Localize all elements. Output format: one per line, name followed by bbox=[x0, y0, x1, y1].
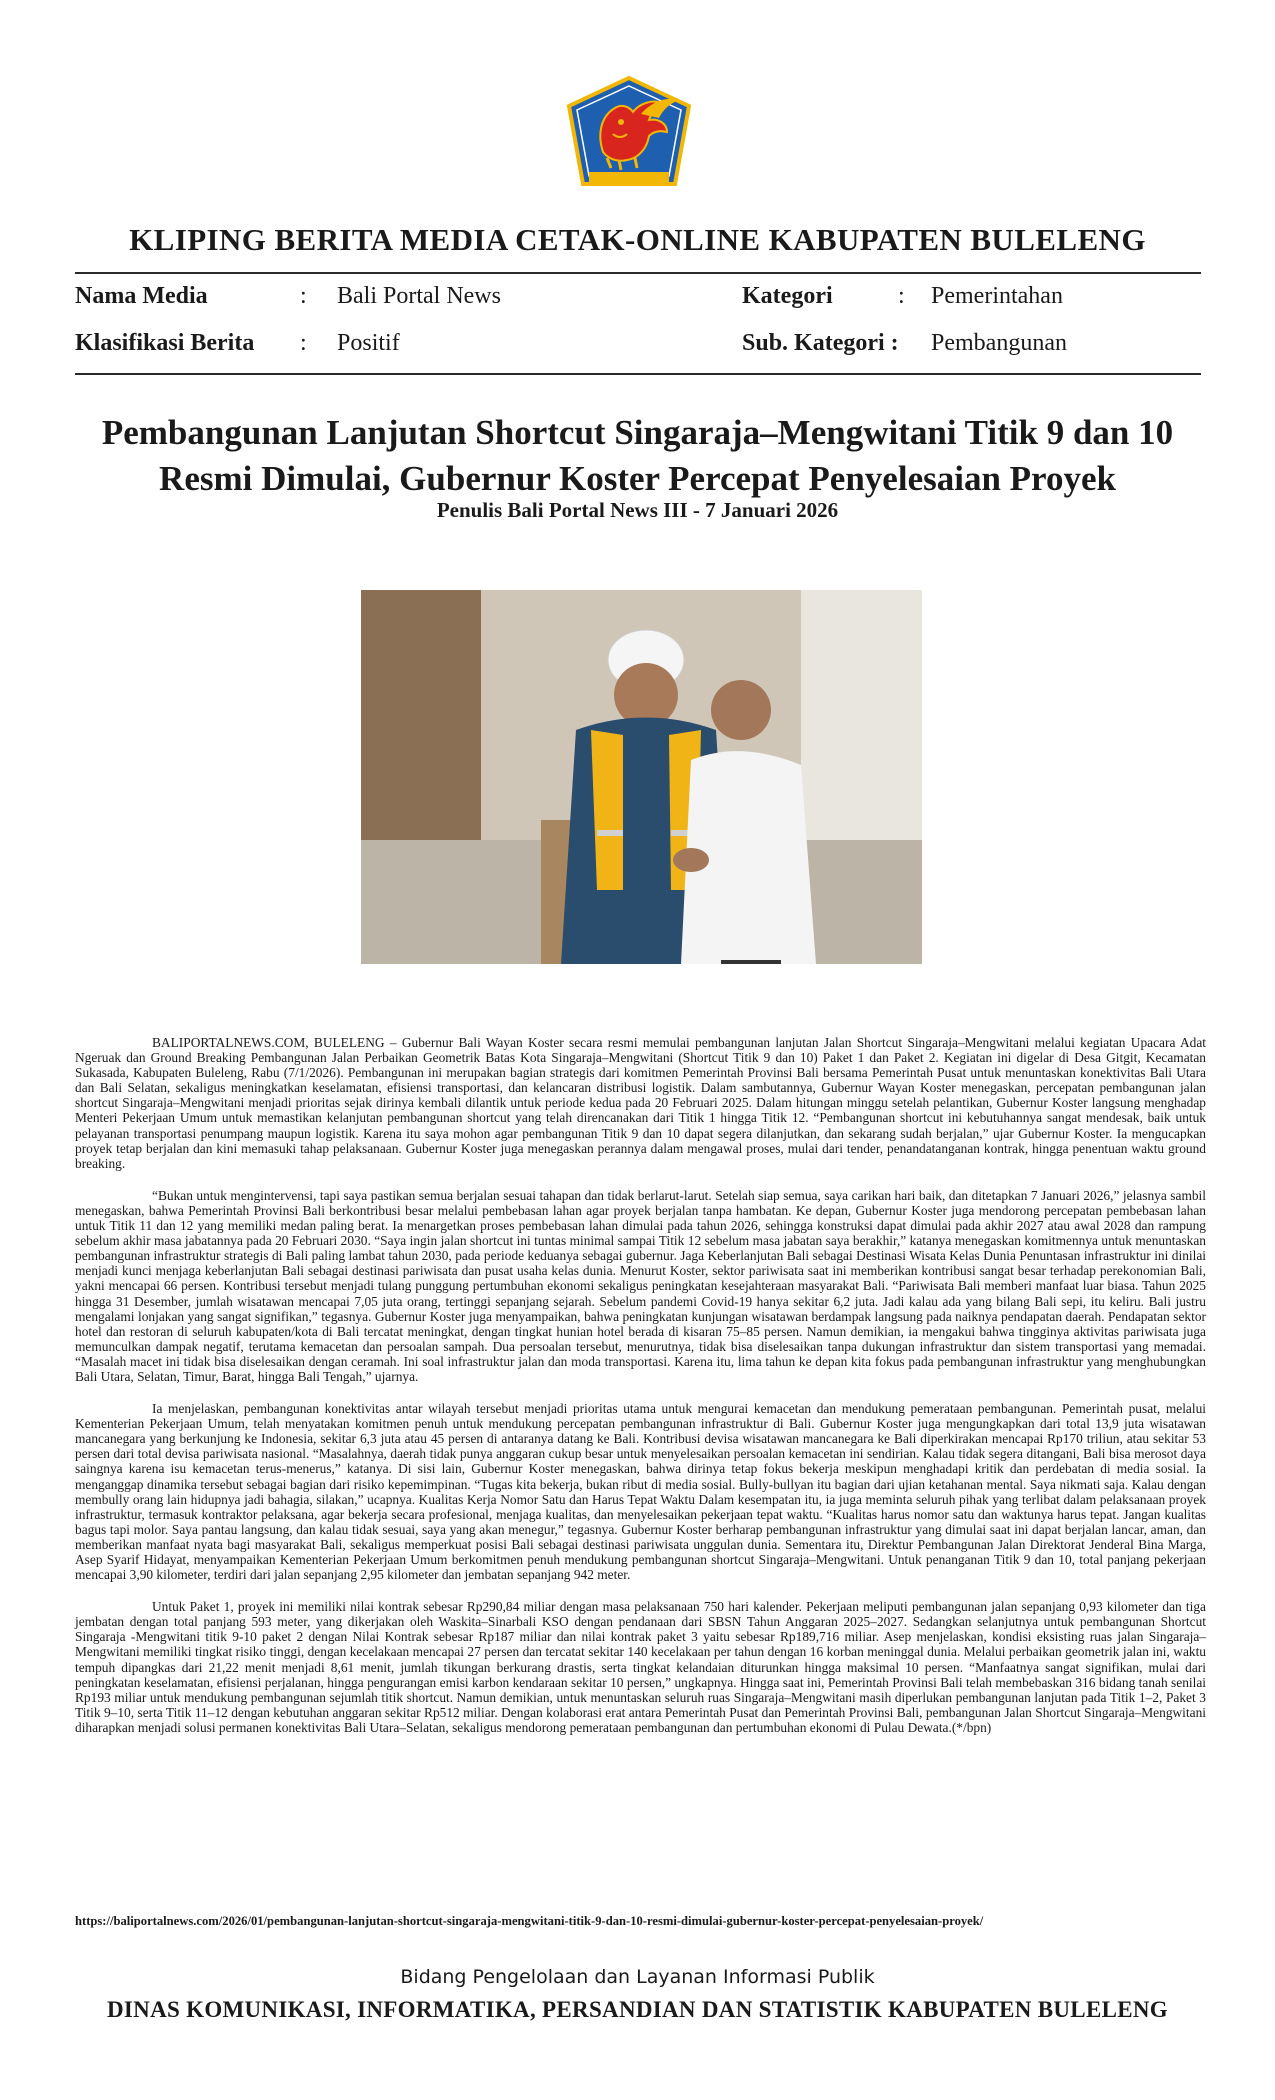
masthead-top-rule bbox=[75, 272, 1201, 274]
footer-agency: DINAS KOMUNIKASI, INFORMATIKA, PERSANDIAN DAN STATISTIK KABUPATEN BULELENG bbox=[107, 1997, 1168, 2022]
kategori-value: Pemerintahan bbox=[931, 283, 1063, 309]
sub-kategori-label: Sub. Kategori : bbox=[742, 330, 899, 356]
buleleng-emblem bbox=[563, 74, 695, 198]
source-url: https://baliportalnews.com/2026/01/pembangunan-lanjutan-shortcut-singaraja-mengwitani-titik-9-dan-10-resmi-dimulai-gubernur-koster-percepat-penyelesaian-proyek/ bbox=[75, 1914, 984, 1928]
klasifikasi-colon: : bbox=[300, 330, 307, 356]
footer-division: Bidang Pengelolaan dan Layanan Informasi Publik bbox=[400, 1966, 875, 1988]
article-paragraph-4: Untuk Paket 1, proyek ini memiliki nilai kontrak sebesar Rp290,84 miliar dengan masa pelaksanaan 750 hari kalender. Pekerjaan meliputi pembangunan jalan sepanjang 0,93 kilometer dan tiga jembatan dengan total panjang 593 meter, yang dikerjakan oleh Waskita–Sinarbali KSO dengan pendanaan dari SBSN Tahun Anggaran 2025–2027. Sedangkan selanjutnya untuk pembangunan Shortcut Singaraja -Mengwitani titik 9-10 paket 2 dengan Nilai Kontrak sebesar Rp187 miliar dan nilai kontrak paket 3 yaitu sebesar Rp189,716 miliar. Asep menjelaskan, kondisi eksisting ruas jalan Singaraja–Mengwitani memiliki tingkat risiko tinggi, dengan kecelakaan mencapai 27 persen dan tercatat sekitar 140 kecelakaan per tahun dengan 16 korban meninggal dunia. Melalui perbaikan geometrik jalan ini, waktu tempuh dipangkas dari 21,22 menit menjadi 8,61 menit, jumlah tikungan berkurang drastis, serta tingkat kelandaian diturunkan hingga maksimal 10 persen. “Manfaatnya sangat signifikan, mulai dari peningkatan keselamatan, efisiensi perjalanan, hingga pengurangan emisi karbon kendaraan sekitar 10 persen,” ungkapnya. Hingga saat ini, Pemerintah Provinsi Bali telah membebaskan 316 bidang tanah senilai Rp193 miliar untuk mendukung pembangunan sejumlah titik shortcut. Namun demikian, untuk menuntaskan seluruh ruas Singaraja–Mengwitani masih diperlukan pembangunan lanjutan pada Titik 1–2, Paket 3 Titik 9–10, serta Titik 11–12 dengan kebutuhan anggaran sekitar Rp512 miliar. Dengan kolaborasi erat antara Pemerintah Pusat dan Pemerintah Provinsi Bali, pembangunan Jalan Shortcut Singaraja–Mengwitani diharapkan menjadi solusi permanen konektivitas Bali Utara–Selatan, sekaligus mendorong pemerataan pembangunan dan pertumbuhan ekonomi di Pulau Dewata.(*/bpn) bbox=[75, 1599, 1206, 1735]
photo-governor-handshake-icon bbox=[361, 590, 922, 964]
nama-media-colon: : bbox=[300, 283, 307, 309]
buleleng-emblem-winged-lion-icon bbox=[563, 74, 695, 198]
nama-media-value: Bali Portal News bbox=[337, 283, 501, 309]
nama-media-label: Nama Media bbox=[75, 283, 208, 309]
klasifikasi-value: Positif bbox=[337, 330, 400, 356]
article-body bbox=[75, 1035, 1206, 1752]
headline-line-2: Resmi Dimulai, Gubernur Koster Percepat Penyelesaian Proyek bbox=[159, 459, 1116, 498]
kategori-colon: : bbox=[898, 283, 905, 309]
kategori-label: Kategori bbox=[742, 283, 833, 309]
article-paragraph-1: BALIPORTALNEWS.COM, BULELENG – Gubernur Bali Wayan Koster secara resmi memulai pembangunan lanjutan Jalan Shortcut Singaraja–Mengwitani melalui kegiatan Upacara Adat Ngeruak dan Ground Breaking Pembangunan Jalan Perbaikan Geometrik Batas Kota Singaraja–Mengwitani (Shortcut Titik 9 dan 10) Paket 1 dan Paket 2. Kegiatan ini digelar di Desa Gitgit, Kecamatan Sukasada, Kabupaten Buleleng, Rabu (7/1/2026). Pembangunan ini merupakan bagian strategis dari komitmen Pemerintah Provinsi Bali bersama Pemerintah Pusat untuk menuntaskan konektivitas Bali Utara dan Bali Selatan, sekaligus meningkatkan keselamatan, efisiensi transportasi, dan kelancaran distribusi logistik. Dalam sambutannya, Gubernur Wayan Koster menegaskan, percepatan pembangunan jalan shortcut Singaraja–Mengwitani menjadi prioritas sejak dirinya kembali dilantik untuk periode kedua pada 20 Februari 2025. Dalam hitungan minggu setelah pelantikan, Gubernur Koster langsung menghadap Menteri Pekerjaan Umum untuk memastikan kelanjutan pembangunan shortcut yang telah direncanakan dari Titik 1 hingga Titik 12. “Pembangunan shortcut ini kebutuhannya sangat mendesak, baik untuk pelayanan transportasi penumpang maupun logistik. Karena itu saya mohon agar pembangunan Titik 9 dan 10 dapat segera dilanjutkan, dan sekarang sudah berjalan,” ujar Gubernur Koster. Ia mengucapkan proyek tetap berjalan dan kini memasuki tahap pelaksanaan. Gubernur Koster juga menegaskan perannya dalam mengawal proses, mulai dari tender, penandatanganan kontrak, hingga penentuan waktu ground breaking. bbox=[75, 1035, 1206, 1171]
headline-line-1: Pembangunan Lanjutan Shortcut Singaraja–Mengwitani Titik 9 dan 10 bbox=[101, 413, 1174, 452]
masthead-title: KLIPING BERITA MEDIA CETAK-ONLINE KABUPATEN BULELENG bbox=[129, 222, 1146, 257]
article-paragraph-3: Ia menjelaskan, pembangunan konektivitas antar wilayah tersebut menjadi prioritas utama untuk mengurai kemacetan dan mendukung pemerataan pembangunan. Pemerintah pusat, melalui Kementerian Pekerjaan Umum, telah menyatakan komitmen penuh untuk mendukung percepatan pembangunan infrastruktur di Bali. Gubernur Koster juga mengungkapkan dari total 13,9 juta wisatawan mancanegara yang berkunjung ke Indonesia, sekitar 6,3 juta atau 45 persen di antaranya datang ke Bali. Kontribusi devisa wisatawan mancanegara ke Bali diperkirakan mencapai Rp170 triliun, atau sekitar 53 persen dari total devisa pariwisata nasional. “Masalahnya, daerah tidak punya anggaran cukup besar untuk menyelesaikan persoalan kemacetan ini sendirian. Kalau tidak segera ditangani, Bali bisa merosot daya saingnya karena isu kemacetan terus-menerus,” katanya. Di sisi lain, Gubernur Koster menegaskan, bahwa dirinya tetap fokus bekerja meskipun menghadapi kritik dan perdebatan di media sosial. Ia menganggap dinamika tersebut sebagai bagian dari risiko kepemimpinan. “Tugas kita bekerja, bukan ribut di media sosial. Bully-bullyan itu bagian dari ujian ketahanan mental. Saya nikmati saja. Kalau dengan membully orang lain hidupnya jadi bahagia, silakan,” ucapnya. Kualitas Kerja Nomor Satu dan Harus Tepat Waktu Dalam kesempatan itu, ia juga meminta seluruh pihak yang terlibat dalam pelaksanaan proyek infrastruktur, termasuk kontraktor pelaksana, agar bekerja secara profesional, menjaga kualitas, dan menyelesaikan pekerjaan tepat waktu. “Kualitas harus nomor satu dan waktunya harus tepat. Jangan kualitas bagus tapi molor. Saya pantau langsung, dan kalau tidak sesuai, saya yang akan menegur,” tegasnya. Gubernur Koster berharap pembangunan infrastruktur yang dimulai saat ini dapat berjalan lancar, aman, dan memberikan manfaat nyata bagi masyarakat Bali, sekaligus memperkuat posisi Bali sebagai destinasi pariwisata unggulan dunia. Sementara itu, Direktur Pembangunan Jalan Direktorat Jenderal Bina Marga, Asep Syarif Hidayat, menyampaikan Kementerian Pekerjaan Umum berkomitmen penuh mendukung pembangunan shortcut Singaraja–Mengwitani. Untuk penanganan Titik 9 dan 10, total panjang pekerjaan mencapai 3,90 kilometer, terdiri dari jalan sepanjang 2,95 kilometer dan jembatan sepanjang 942 meter. bbox=[75, 1401, 1206, 1583]
sub-kategori-value: Pembangunan bbox=[931, 330, 1067, 356]
klasifikasi-label: Klasifikasi Berita bbox=[75, 330, 255, 356]
article-paragraph-2: “Bukan untuk mengintervensi, tapi saya pastikan semua berjalan sesuai tahapan dan tidak berlarut-larut. Setelah siap semua, saya carikan hari baik, dan ditetapkan 7 Januari 2026,” jelasnya sambil menegaskan, bahwa Pemerintah Provinsi Bali berkontribusi besar melalui pembebasan lahan agar proyek berjalan tanpa hambatan. Ke depan, Gubernur Koster juga mendorong percepatan pembebasan lahan untuk Titik 11 dan 12 yang memiliki medan paling berat. Ia menargetkan proses pembebasan lahan dimulai pada tahun 2026, sehingga konstruksi dapat dimulai pada akhir 2027 atau awal 2028 dan rampung sebelum akhir masa jabatannya pada 20 Februari 2030. “Saya ingin jalan shortcut ini tuntas minimal sampai Titik 12 sebelum masa jabatan saya berakhir,” katanya menegaskan komitmennya untuk menuntaskan pembangunan infrastruktur strategis di Bali paling lambat tahun 2030, pada periode keduanya sebagai gubernur. Jaga Keberlanjutan Bali sebagai Destinasi Wisata Kelas Dunia Penuntasan infrastruktur ini dinilai menjadi kunci menjaga keberlanjutan Bali sebagai destinasi pariwisata dan pusat usaha kelas dunia. Menurut Koster, sektor pariwisata saat ini memberikan kontribusi sangat besar terhadap perekonomian Bali, yakni mencapai 66 persen. Kontribusi tersebut menjadi tulang punggung pertumbuhan ekonomi sekaligus peningkatan kesejahteraan masyarakat Bali. “Pariwisata Bali memberi manfaat luar biasa. Tahun 2025 hingga 31 Desember, jumlah wisatawan mencapai 7,05 juta orang, tertinggi sepanjang sejarah. Sebelum pandemi Covid-19 hanya sekitar 6,2 juta. Jadi kalau ada yang bilang Bali sepi, itu keliru. Bali justru mengalami lonjakan yang sangat signifikan,” tegasnya. Gubernur Koster juga menyampaikan, bahwa peningkatan kunjungan wisatawan berdampak langsung pada naiknya pendapatan daerah. Pendapatan sektor hotel dan restoran di seluruh kabupaten/kota di Bali tercatat meningkat, dengan tingkat hunian hotel berada di kisaran 75–85 persen. Namun demikian, ia mengakui bahwa tingginya aktivitas pariwisata juga memunculkan dampak negatif, terutama kemacetan dan persoalan sampah. Dua persoalan tersebut, menurutnya, tidak bisa diselesaikan tanpa dukungan infrastruktur dan sistem transportasi yang memadai. “Masalah macet ini tidak bisa diselesaikan dengan ceramah. Ini soal infrastruktur jalan dan moda transportasi. Karena itu, lima tahun ke depan kita fokus pada pembangunan infrastruktur yang menghubungkan Bali Utara, Selatan, Timur, Barat, hingga Bali Tengah,” ujarnya. bbox=[75, 1187, 1206, 1384]
article-photo bbox=[361, 590, 922, 964]
article-byline: Penulis Bali Portal News III - 7 Januari 2026 bbox=[436, 498, 839, 522]
article-headline bbox=[60, 410, 1215, 502]
meta-bottom-rule bbox=[75, 373, 1201, 375]
